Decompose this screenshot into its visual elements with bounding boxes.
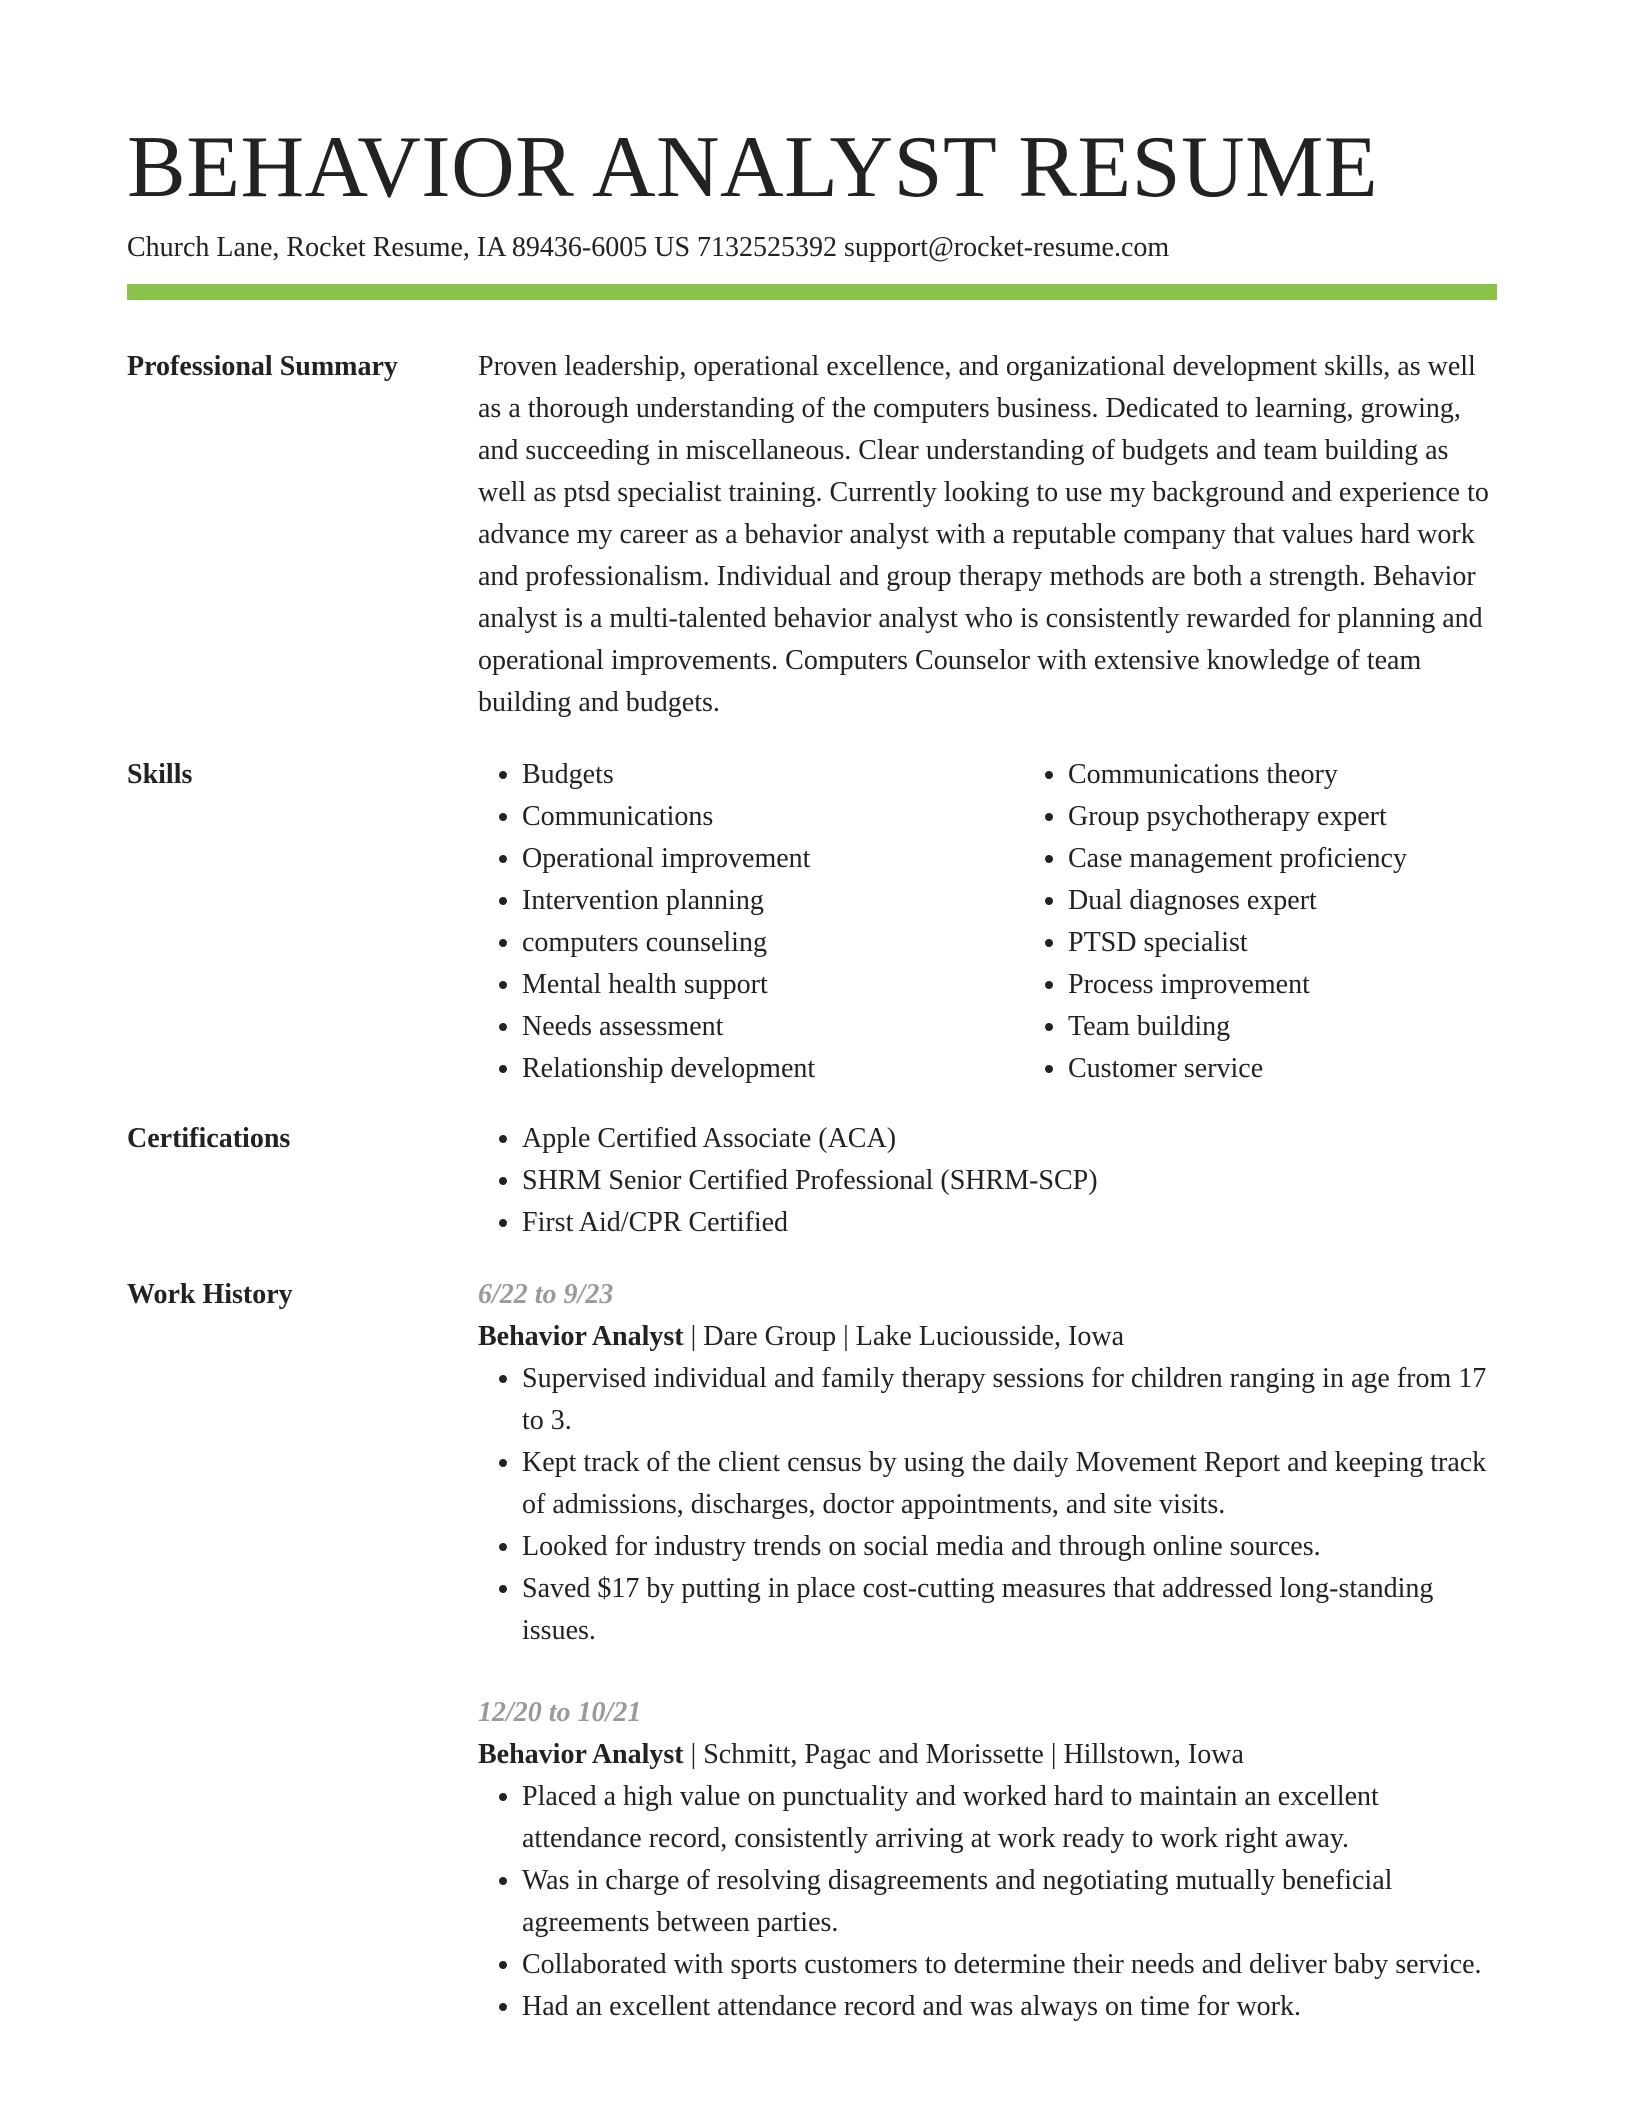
skills-list-right <box>1024 754 1570 1090</box>
job-bullet: • Supervised individual and family therapy sessions for children ranging in age from 17 to 3. <box>522 1358 1497 1442</box>
contact-info: Church Lane, Rocket Resume, IA 89436-6005 US 7132525392 support@rocket-resume.com <box>127 232 1170 263</box>
certifications-list <box>478 1118 1497 1244</box>
job-dates: 12/20 to 10/21 <box>478 1697 642 1728</box>
job-entry <box>478 1692 1497 2028</box>
summary-text: Proven leadership, operational excellence, and organizational development skills, as well as a thorough understanding of the computers business. Dedicated to learning, growing, and succeeding in miscellaneous. Clear understanding of budgets and team building as well as ptsd specialist training. Currently looking to use my background and experience to advance my career as a behavior analyst with a reputable company that values hard work and professionalism. Individual and group therapy methods are both a strength. Behavior analyst is a multi-talented behavior analyst who is consistently rewarded for planning and operational improvements. Computers Counselor with extensive knowledge of team building and budgets. <box>478 351 1489 718</box>
section-label-certifications: Certifications <box>127 1123 291 1154</box>
job-entry <box>478 1274 1497 1652</box>
skills-list-left <box>478 754 1024 1090</box>
job-bullet: • Had an excellent attendance record and was always on time for work. <box>522 1986 1497 2028</box>
job-bullet: • Kept track of the client census by using the daily Movement Report and keeping track of admissions, discharges, doctor appointments, and site visits. <box>522 1442 1497 1526</box>
certification-item: • SHRM Senior Certified Professional (SHRM-SCP) <box>522 1160 1497 1202</box>
section-label-summary: Professional Summary <box>127 351 398 382</box>
section-label-skills: Skills <box>127 759 193 790</box>
skill-item: • PTSD specialist <box>1068 922 1570 964</box>
job-employer-location: | Dare Group | Lake Luciousside, Iowa <box>683 1321 1125 1352</box>
skill-item: • Intervention planning <box>522 880 1024 922</box>
job-bullet: • Placed a high value on punctuality and worked hard to maintain an excellent attendance record, consistently arriving at work ready to work right away. <box>522 1776 1497 1860</box>
section-label-work-history: Work History <box>127 1279 293 1310</box>
resume-title: BEHAVIOR ANALYST RESUME <box>127 119 1379 216</box>
certification-item: • First Aid/CPR Certified <box>522 1202 1497 1244</box>
skill-item: • computers counseling <box>522 922 1024 964</box>
skill-item: • Relationship development <box>522 1048 1024 1090</box>
skill-item: • Communications theory <box>1068 754 1570 796</box>
job-bullet: • Was in charge of resolving disagreements and negotiating mutually beneficial agreements between parties. <box>522 1860 1497 1944</box>
skill-item: • Communications <box>522 796 1024 838</box>
job-bullets <box>478 1776 1497 2028</box>
skill-item: • Group psychotherapy expert <box>1068 796 1570 838</box>
skill-item: • Needs assessment <box>522 1006 1024 1048</box>
skill-item: • Dual diagnoses expert <box>1068 880 1570 922</box>
job-bullet: • Collaborated with sports customers to determine their needs and deliver baby service. <box>522 1944 1497 1986</box>
job-title: Behavior Analyst <box>478 1739 684 1770</box>
job-employer-location: | Schmitt, Pagac and Morissette | Hillstown, Iowa <box>683 1739 1244 1770</box>
job-bullets <box>478 1358 1497 1652</box>
job-heading <box>478 1316 1497 1358</box>
header-accent-rule <box>127 284 1497 300</box>
skill-item: • Budgets <box>522 754 1024 796</box>
certification-item: • Apple Certified Associate (ACA) <box>522 1118 1497 1160</box>
skill-item: • Mental health support <box>522 964 1024 1006</box>
job-bullet: • Looked for industry trends on social media and through online sources. <box>522 1526 1497 1568</box>
skill-item: • Team building <box>1068 1006 1570 1048</box>
skill-item: • Case management proficiency <box>1068 838 1570 880</box>
skill-item: • Process improvement <box>1068 964 1570 1006</box>
job-bullet: • Saved $17 by putting in place cost-cutting measures that addressed long-standing issues. <box>522 1568 1497 1652</box>
skill-item: • Customer service <box>1068 1048 1570 1090</box>
skill-item: • Operational improvement <box>522 838 1024 880</box>
job-heading <box>478 1734 1497 1776</box>
job-title: Behavior Analyst <box>478 1321 684 1352</box>
job-dates: 6/22 to 9/23 <box>478 1279 614 1310</box>
